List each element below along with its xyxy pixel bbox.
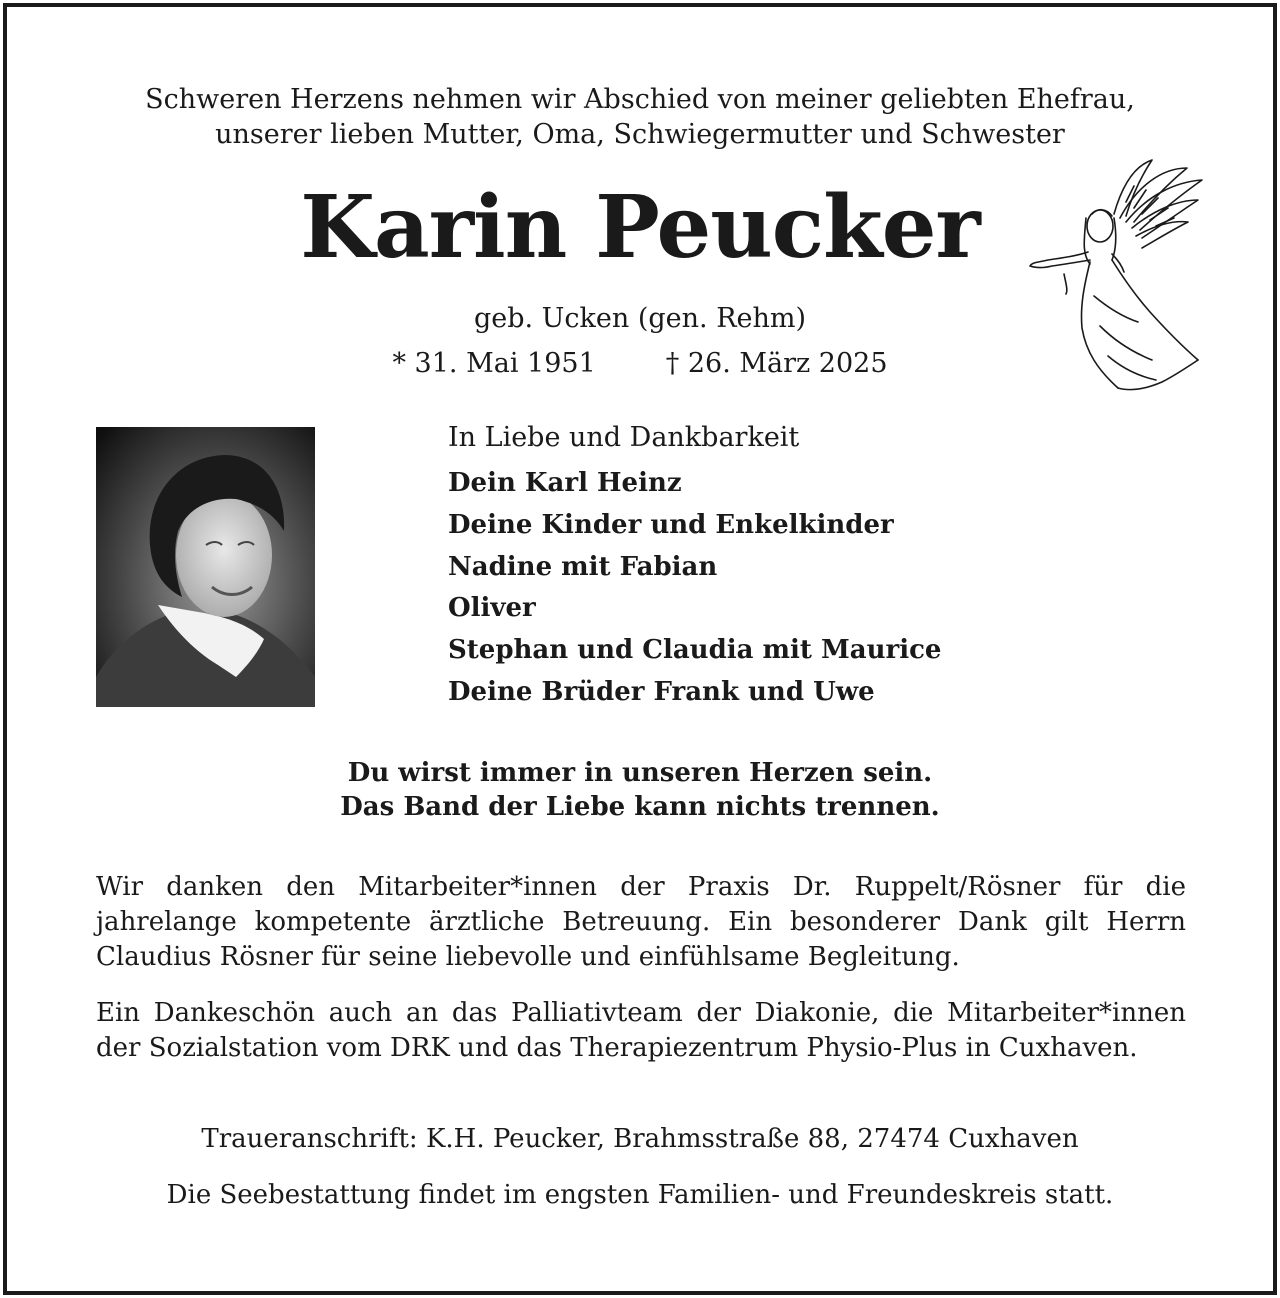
mourning-address: Traueranschrift: K.H. Peucker, Brahmsstraße 88, 27474 Cuxhaven: [201, 1124, 1079, 1154]
thanks-paragraph-1: Wir danken den Mitarbeiter*innen der Praxis Dr. Ruppelt/Rösner für die jahrelange kompetente ärztliche Betreuung. Ein besonderer Dank gilt Herrn Claudius Rösner für seine liebevolle und einfühlsame Begleitung.: [96, 872, 1186, 972]
mourner-line: Oliver: [448, 593, 536, 624]
mourner-line: Nadine mit Fabian: [448, 551, 718, 582]
deceased-name: Karin Peucker: [300, 177, 980, 278]
intro-line-2: unserer lieben Mutter, Oma, Schwiegermutter und Schwester: [215, 119, 1065, 150]
intro-line-1: Schweren Herzens nehmen wir Abschied von meiner geliebten Ehefrau,: [145, 84, 1135, 115]
mourner-line: Deine Kinder und Enkelkinder: [448, 509, 894, 540]
angel-icon: [1022, 156, 1212, 396]
maiden-name: geb. Ucken (gen. Rehm): [473, 303, 807, 334]
birth-date: * 31. Mai 1951: [392, 348, 596, 379]
death-date: † 26. März 2025: [665, 348, 888, 379]
motto-line-1: Du wirst immer in unseren Herzen sein.: [347, 758, 933, 788]
thanks-paragraph-2: Ein Dankeschön auch an das Palliativteam der Diakonie, die Mitarbeiter*innen der Sozialstation vom DRK und das Therapiezentrum Physio-Plus in Cuxhaven.: [96, 998, 1186, 1063]
motto-line-2: Das Band der Liebe kann nichts trennen.: [340, 792, 940, 822]
motto: [0, 756, 1280, 824]
intro-text: [0, 82, 1280, 152]
burial-note: Die Seebestattung findet im engsten Familien- und Freundeskreis statt.: [166, 1180, 1114, 1210]
signature-block: [448, 418, 941, 714]
signature-lead: In Liebe und Dankbarkeit: [448, 422, 800, 453]
mourner-line: Dein Karl Heinz: [448, 468, 682, 498]
mourner-line: Deine Brüder Frank und Uwe: [448, 676, 875, 707]
portrait-photo: [96, 427, 315, 707]
mourner-line: Stephan und Claudia mit Maurice: [448, 635, 942, 666]
